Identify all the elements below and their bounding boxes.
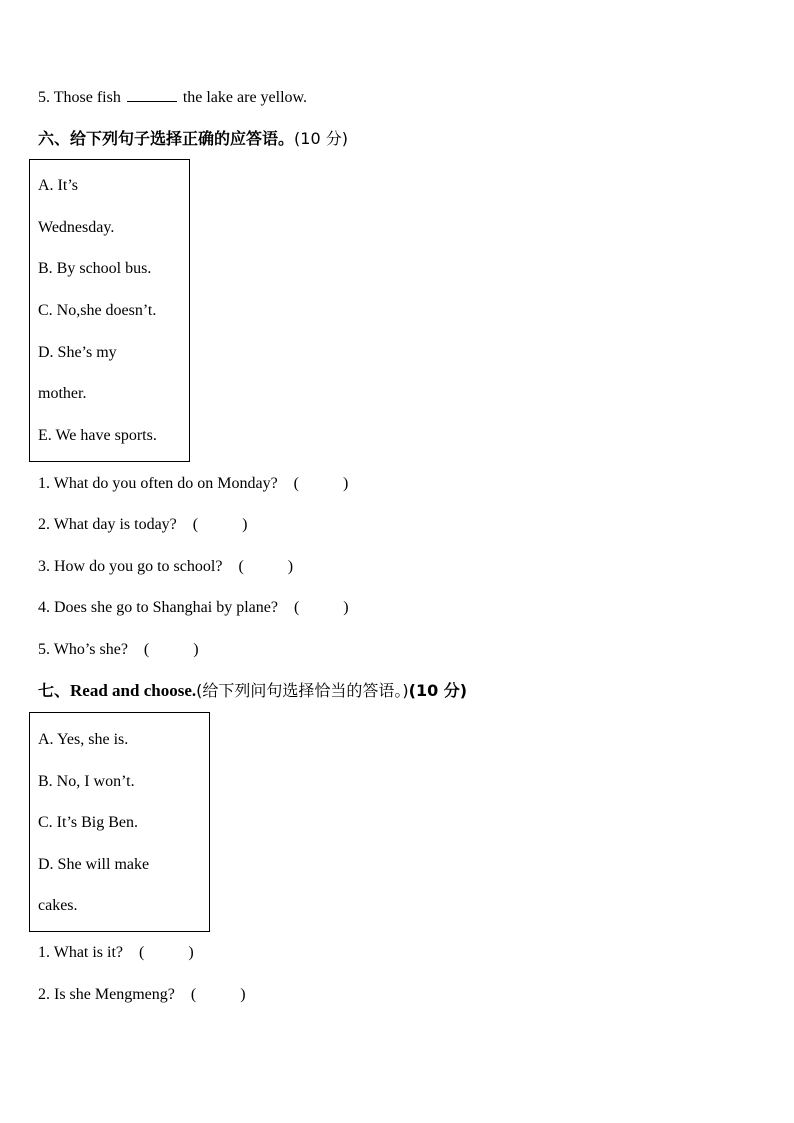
question-item xyxy=(38,474,348,494)
option-line: E. We have sports. xyxy=(38,427,157,444)
option-line: A. Yes, she is. xyxy=(38,731,129,748)
section-7-options-box xyxy=(29,712,210,932)
question-item xyxy=(38,985,246,1005)
option-line: mother. xyxy=(38,385,87,402)
question-item xyxy=(38,557,293,577)
question-item xyxy=(38,640,199,660)
question-text: 2. What day is today? xyxy=(38,516,177,533)
section-7-number: 七、 xyxy=(38,681,71,700)
question-item xyxy=(38,515,247,535)
item-5-text-before: 5. Those fish xyxy=(38,89,121,106)
section-6-heading xyxy=(38,128,348,150)
section-7-title-cn: (给下列问句选择恰当的答语。) xyxy=(196,681,409,700)
option-line: A. It’s xyxy=(38,177,78,194)
question-text: 1. What is it? xyxy=(38,944,124,961)
answer-parentheses[interactable]: ( ) xyxy=(192,516,248,533)
answer-blank[interactable] xyxy=(127,87,177,102)
answer-parentheses[interactable]: ( ) xyxy=(293,475,349,492)
item-5-text-after: the lake are yellow. xyxy=(182,89,308,106)
answer-parentheses[interactable]: ( ) xyxy=(190,986,246,1003)
question-text: 4. Does she go to Shanghai by plane? xyxy=(38,599,278,616)
section-7-heading xyxy=(38,680,467,702)
option-line: Wednesday. xyxy=(38,219,115,236)
option-line: B. No, I won’t. xyxy=(38,773,135,790)
option-line: C. No,she doesn’t. xyxy=(38,302,157,319)
answer-parentheses[interactable]: ( ) xyxy=(139,944,194,961)
section-7-score: (10 分) xyxy=(408,681,468,700)
answer-parentheses[interactable]: ( ) xyxy=(293,599,349,616)
section-6-options-box xyxy=(29,159,190,462)
option-line: cakes. xyxy=(38,897,78,914)
question-item xyxy=(38,943,194,963)
answer-parentheses[interactable]: ( ) xyxy=(238,558,294,575)
question-item xyxy=(38,598,349,618)
option-line: B. By school bus. xyxy=(38,260,152,277)
option-line: C. It’s Big Ben. xyxy=(38,814,139,831)
section-6-score: (10 分) xyxy=(294,129,348,148)
section-7-title-en: Read and choose. xyxy=(70,681,197,700)
fill-in-item-5 xyxy=(38,87,307,108)
answer-parentheses[interactable]: ( ) xyxy=(143,641,199,658)
section-6-title: 六、给下列句子选择正确的应答语。 xyxy=(38,129,295,148)
option-line: D. She will make xyxy=(38,856,150,873)
question-text: 3. How do you go to school? xyxy=(38,558,223,575)
question-text: 1. What do you often do on Monday? xyxy=(38,475,278,492)
question-text: 5. Who’s she? xyxy=(38,641,128,658)
option-line: D. She’s my xyxy=(38,344,117,361)
question-text: 2. Is she Mengmeng? xyxy=(38,986,175,1003)
